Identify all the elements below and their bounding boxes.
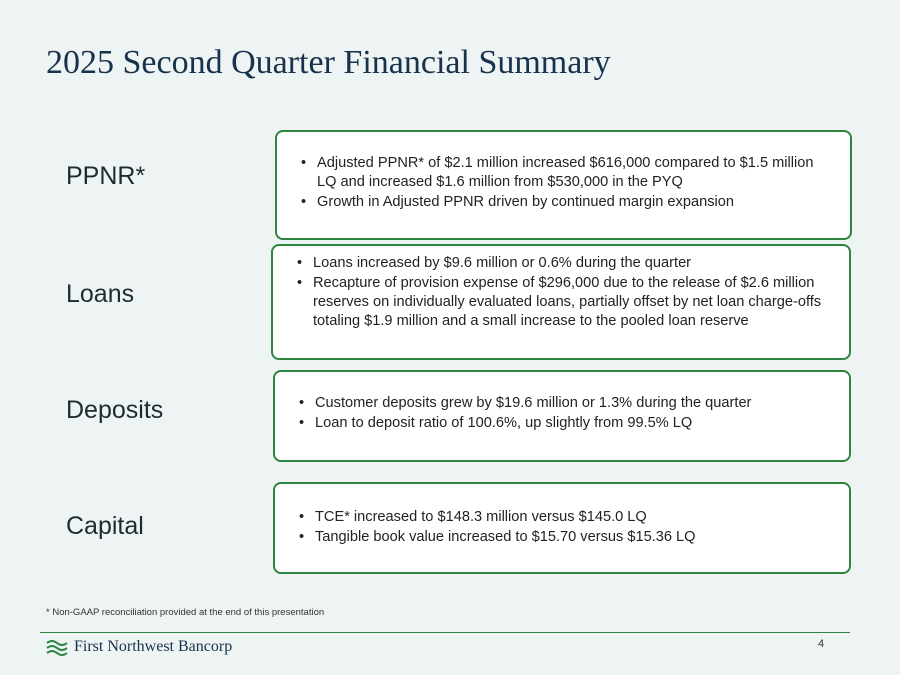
bullet-item: • Customer deposits grew by $19.6 million or 1.3% during the quarter — [297, 394, 833, 413]
bullet-list — [297, 394, 833, 433]
section-label-deposits: Deposits — [66, 396, 164, 424]
company-logo — [46, 638, 232, 656]
section-box-capital — [273, 482, 851, 574]
page-title: 2025 Second Quarter Financial Summary — [46, 44, 611, 81]
section-box-ppnr — [275, 130, 852, 240]
logo-text: First Northwest Bancorp — [74, 638, 233, 655]
bullet-item: • TCE* increased to $148.3 million versus $145.0 LQ — [297, 508, 833, 527]
bullet-list — [295, 254, 827, 331]
section-label-ppnr: PPNR* — [66, 162, 146, 190]
section-label-capital: Capital — [66, 512, 144, 540]
footnote: * Non-GAAP reconciliation provided at the end of this presentation — [46, 607, 325, 618]
bullet-item: • Recapture of provision expense of $296,000 due to the release of $2.6 million reserves on individually evaluated loans, partially offset by net loan charge-offs totaling $1.9 million and a small increase to the pooled loan reserve — [295, 274, 827, 331]
section-box-deposits — [273, 370, 851, 462]
page-number: 4 — [818, 638, 825, 650]
bullet-item: • Loans increased by $9.6 million or 0.6% during the quarter — [295, 254, 827, 273]
section-label-loans: Loans — [66, 280, 135, 308]
wave-logo-icon — [46, 638, 68, 656]
section-box-loans — [271, 244, 851, 360]
footer-divider — [40, 632, 850, 633]
bullet-item: • Adjusted PPNR* of $2.1 million increased $616,000 compared to $1.5 million LQ and increased $1.6 million from $530,000 in the PYQ — [299, 154, 834, 192]
bullet-list — [299, 154, 834, 212]
bullet-item: • Tangible book value increased to $15.70 versus $15.36 LQ — [297, 528, 833, 547]
bullet-item: • Loan to deposit ratio of 100.6%, up slightly from 99.5% LQ — [297, 414, 833, 433]
bullet-item: • Growth in Adjusted PPNR driven by continued margin expansion — [299, 193, 834, 212]
bullet-list — [297, 508, 833, 547]
